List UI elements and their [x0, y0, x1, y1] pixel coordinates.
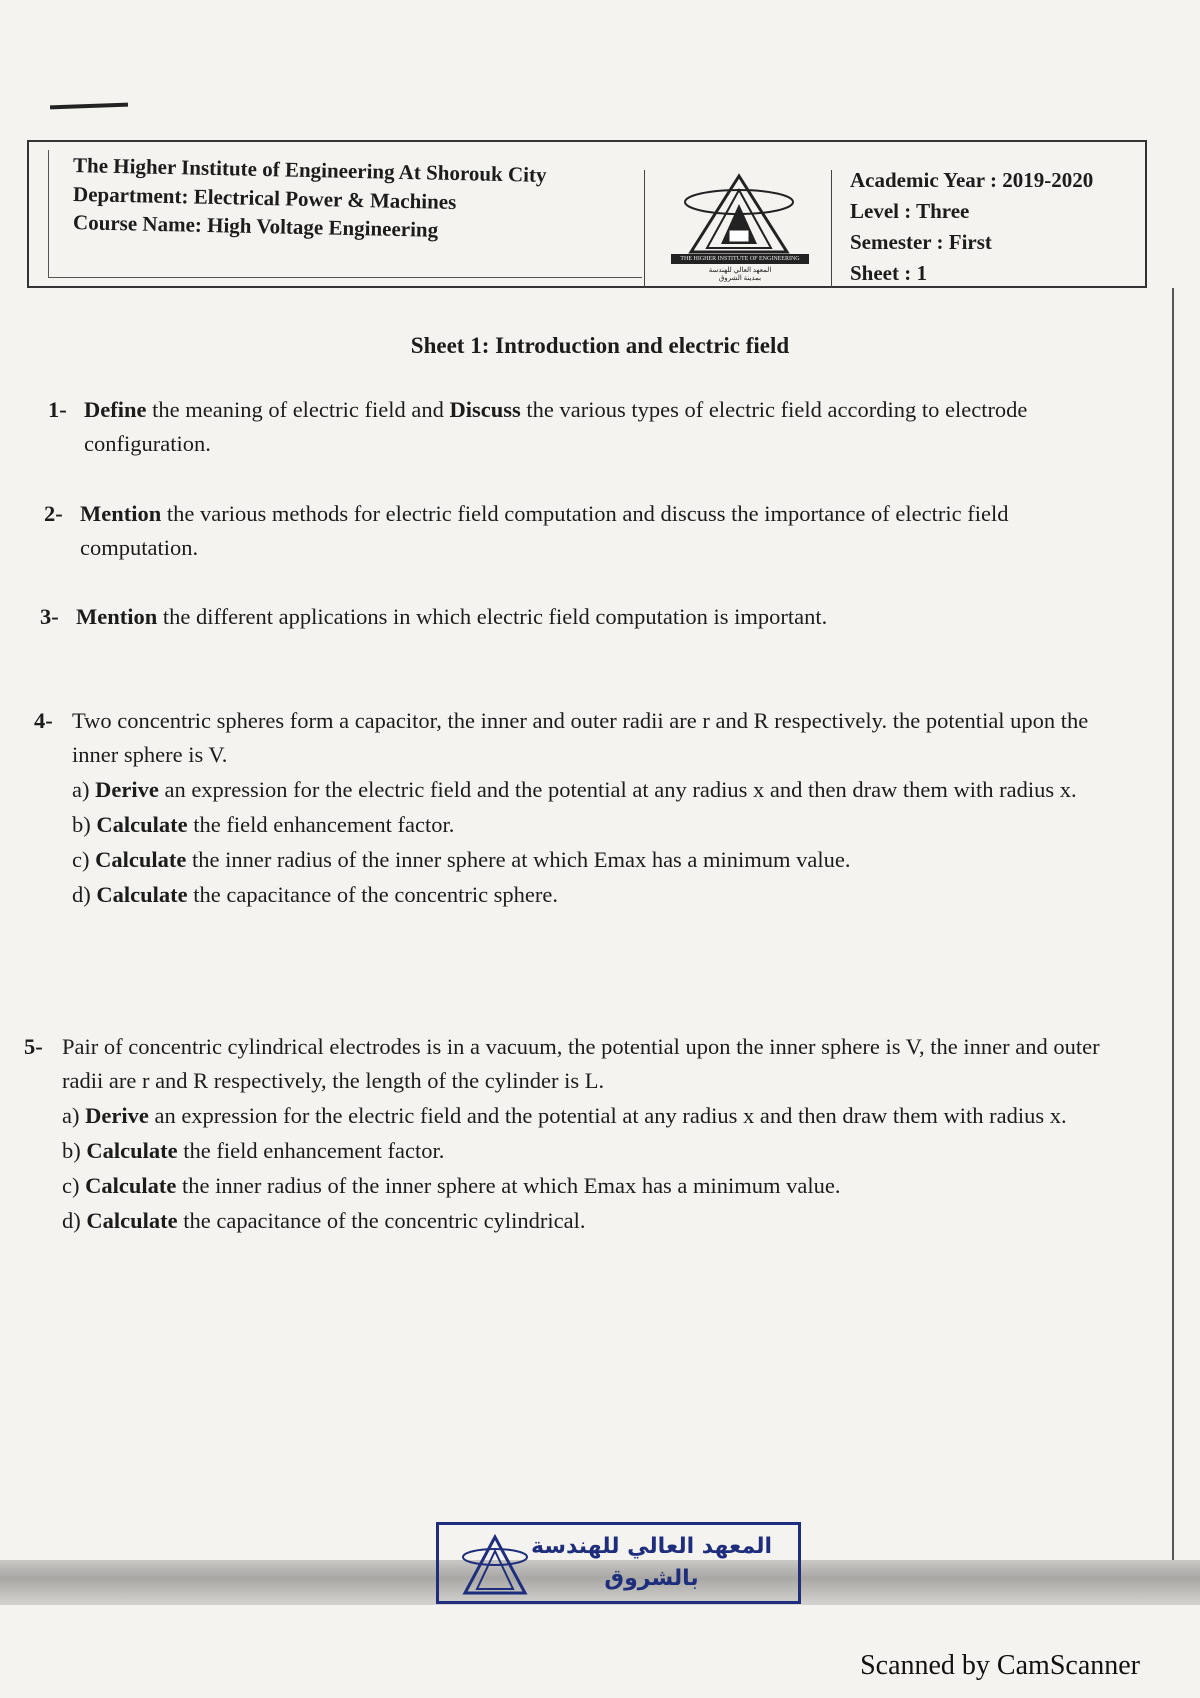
part-b: b) Calculate the field enhancement factor.	[62, 1138, 445, 1163]
text-part: the various methods for electric field computation and discuss the importance of electric field computation.	[80, 501, 1009, 560]
stamp-text	[531, 1531, 772, 1595]
course-name: Course Name: High Voltage Engineering	[72, 210, 439, 242]
keyword: Define	[84, 397, 147, 422]
stamp-line-1: المعهد العالي للهندسة	[531, 1534, 772, 1559]
keyword: Mention	[80, 501, 162, 526]
question-number: 2-	[44, 501, 63, 526]
question-number: 4-	[34, 708, 53, 733]
camscanner-watermark: Scanned by CamScanner	[860, 1650, 1140, 1681]
keyword: Discuss	[449, 397, 521, 422]
institute-logo	[644, 170, 832, 288]
part-c: c) Calculate the inner radius of the inner sphere at which Emax has a minimum value.	[62, 1173, 841, 1198]
question-text	[76, 600, 1126, 634]
semester: Semester : First	[850, 230, 992, 254]
question-text	[80, 497, 1130, 565]
level: Level : Three	[850, 199, 970, 223]
header-left-block	[48, 150, 642, 278]
pen-mark	[50, 103, 128, 110]
question-text	[84, 393, 1132, 461]
stamp-line-2: بالشروق	[604, 1566, 699, 1591]
text-part: the various types of electric field according to electrode configuration.	[84, 397, 1028, 456]
academic-year: Academic Year : 2019-2020	[850, 168, 1094, 192]
part-a: a) Derive an expression for the electric field and the potential at any radius x and then draw them with radius x.	[72, 777, 1077, 802]
question-number: 1-	[48, 397, 67, 422]
part-d: d) Calculate the capacitance of the concentric cylindrical.	[62, 1208, 586, 1233]
text-part: the different applications in which electric field computation is important.	[157, 604, 828, 629]
logo-arabic-caption: المعهد العالي للهندسة بمدينة الشروق	[708, 266, 772, 282]
question-intro: Two concentric spheres form a capacitor, the inner and outer radii are r and R respectively. the potential upon the inner sphere is V.	[72, 708, 1089, 767]
part-d: d) Calculate the capacitance of the concentric sphere.	[72, 882, 559, 907]
institute-stamp	[436, 1522, 801, 1604]
text-part: the meaning of electric field and	[146, 397, 450, 422]
question-number: 5-	[24, 1034, 43, 1059]
keyword: Mention	[76, 604, 158, 629]
header-right-block	[850, 168, 1142, 292]
part-b: b) Calculate the field enhancement factor.	[72, 812, 455, 837]
part-c: c) Calculate the inner radius of the inner sphere at which Emax has a minimum value.	[72, 847, 851, 872]
department-name: Department: Electrical Power & Machines	[72, 181, 457, 215]
logo-english-band: THE HIGHER INSTITUTE OF ENGINEERING	[671, 254, 809, 264]
part-a: a) Derive an expression for the electric field and the potential at any radius x and then draw them with radius x.	[62, 1103, 1067, 1128]
question-intro: Pair of concentric cylindrical electrodes is in a vacuum, the potential upon the inner sphere is V, the inner and outer radii are r and R respectively, the length of the cylinder is L.	[62, 1034, 1100, 1093]
institute-name: The Higher Institute of Engineering At Shorouk City	[72, 153, 547, 187]
question-number: 3-	[40, 604, 59, 629]
page-right-border	[1172, 288, 1174, 1598]
pyramid-logo-icon	[673, 172, 805, 254]
sheet-title: Sheet 1: Introduction and electric field	[410, 333, 790, 358]
stamp-pyramid-icon	[459, 1533, 531, 1597]
sheet-number: Sheet : 1	[850, 261, 927, 285]
